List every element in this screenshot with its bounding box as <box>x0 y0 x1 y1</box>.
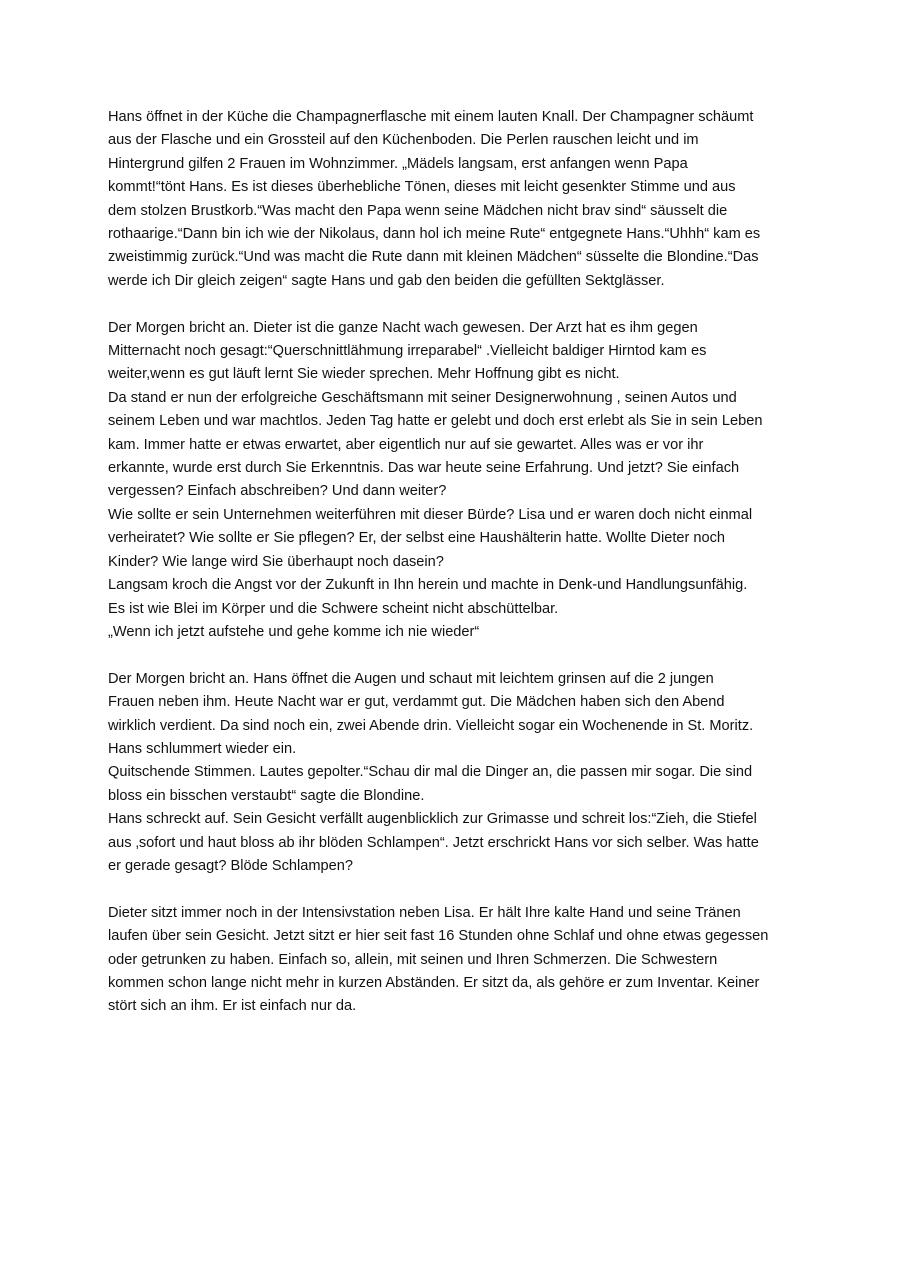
text-line: Kinder? Wie lange wird Sie überhaupt noch dasein? <box>108 553 444 570</box>
text-line: zweistimmig zurück.“Und was macht die Rute dann mit kleinen Mädchen“ süsselte die Blondine.“Das <box>108 249 759 266</box>
text-line: aus der Flasche und ein Grossteil auf den Küchenboden. Die Perlen rauschen leicht und im <box>108 132 699 149</box>
paragraph-2 <box>108 317 808 645</box>
paragraph-3 <box>108 668 808 879</box>
text-line: Langsam kroch die Angst vor der Zukunft in Ihn herein und machte in Denk-und Handlungsunfähig. <box>108 577 748 594</box>
paragraph-4 <box>108 902 808 1019</box>
text-line: erkannte, wurde erst durch Sie Erkenntnis. Das war heute seine Erfahrung. Und jetzt? Sie einfach <box>108 460 740 477</box>
text-line: Hans schreckt auf. Sein Gesicht verfällt augenblicklich zur Grimasse und schreit los:“Zieh, die Stiefel <box>108 811 757 828</box>
paragraph-1 <box>108 106 808 293</box>
text-line: Mitternacht noch gesagt:“Querschnittlähmung irreparabel“ .Vielleicht baldiger Hirntod kam es <box>108 343 707 360</box>
text-line: aus ‚sofort und haut bloss ab ihr blöden Schlampen“. Jetzt erschrickt Hans vor sich selber. Was hatte <box>108 834 759 851</box>
text-line: Dieter sitzt immer noch in der Intensivstation neben Lisa. Er hält Ihre kalte Hand und seine Tränen <box>108 904 741 921</box>
text-line: er gerade gesagt? Blöde Schlampen? <box>108 857 354 874</box>
text-line: wirklich verdient. Da sind noch ein, zwei Abende drin. Vielleicht sogar ein Wochenende in St. Moritz. <box>108 717 754 734</box>
text-line: Es ist wie Blei im Körper und die Schwere scheint nicht abschüttelbar. <box>108 600 559 617</box>
text-line: oder getrunken zu haben. Einfach so, allein, mit seinen und Ihren Schmerzen. Die Schwestern <box>108 951 718 968</box>
text-line: Hintergrund gilfen 2 Frauen im Wohnzimmer. „Mädels langsam, erst anfangen wenn Papa <box>108 155 688 172</box>
text-line: Da stand er nun der erfolgreiche Geschäftsmann mit seiner Designerwohnung , seinen Autos und <box>108 389 737 406</box>
text-line: kommt!“tönt Hans. Es ist dieses überhebliche Tönen, dieses mit leicht gesenkter Stimme und aus <box>108 179 736 196</box>
text-line: bloss ein bisschen verstaubt“ sagte die Blondine. <box>108 787 425 804</box>
text-line: „Wenn ich jetzt aufstehe und gehe komme ich nie wieder“ <box>108 623 480 640</box>
text-line: Quitschende Stimmen. Lautes gepolter.“Schau dir mal die Dinger an, die passen mir sogar. Die sind <box>108 764 753 781</box>
text-line: stört sich an ihm. Er ist einfach nur da. <box>108 998 357 1015</box>
text-line: Hans schlummert wieder ein. <box>108 740 297 757</box>
text-line: laufen über sein Gesicht. Jetzt sitzt er hier seit fast 16 Stunden ohne Schlaf und ohne etwas gegessen <box>108 928 769 945</box>
text-line: Hans öffnet in der Küche die Champagnerflasche mit einem lauten Knall. Der Champagner schäumt <box>108 109 754 125</box>
text-line: verheiratet? Wie sollte er Sie pflegen? Er, der selbst eine Haushälterin hatte. Wollte Dieter noch <box>108 530 726 547</box>
text-line: Wie sollte er sein Unternehmen weiterführen mit dieser Bürde? Lisa und er waren doch nicht einmal <box>108 506 753 523</box>
text-line: werde ich Dir gleich zeigen“ sagte Hans und gab den beiden die gefüllten Sektglässer. <box>108 272 665 289</box>
text-line: kam. Immer hatte er etwas erwartet, aber eigentlich nur auf sie gewartet. Alles was er vor ihr <box>108 436 704 453</box>
text-line: Der Morgen bricht an. Hans öffnet die Augen und schaut mit leichtem grinsen auf die 2 jungen <box>108 670 714 687</box>
text-line: dem stolzen Brustkorb.“Was macht den Papa wenn seine Mädchen nicht brav sind“ säusselt die <box>108 202 728 219</box>
text-line: weiter,wenn es gut läuft lernt Sie wieder sprechen. Mehr Hoffnung gibt es nicht. <box>108 366 620 383</box>
text-line: rothaarige.“Dann bin ich wie der Nikolaus, dann hol ich meine Rute“ entgegnete Hans.“Uhhh“ kam es <box>108 226 761 243</box>
text-line: seinem Leben und war machtlos. Jeden Tag hatte er gelebt und doch erst erlebt als Sie in sein Leben <box>108 413 763 430</box>
text-line: Frauen neben ihm. Heute Nacht war er gut, verdammt gut. Die Mädchen haben sich den Abend <box>108 694 725 711</box>
text-line: Der Morgen bricht an. Dieter ist die ganze Nacht wach gewesen. Der Arzt hat es ihm gegen <box>108 319 698 336</box>
text-line: kommen schon lange nicht mehr in kurzen Abständen. Er sitzt da, als gehöre er zum Inventar. Keiner <box>108 974 760 991</box>
document-page <box>108 106 808 1042</box>
text-line: vergessen? Einfach abschreiben? Und dann weiter? <box>108 483 447 500</box>
